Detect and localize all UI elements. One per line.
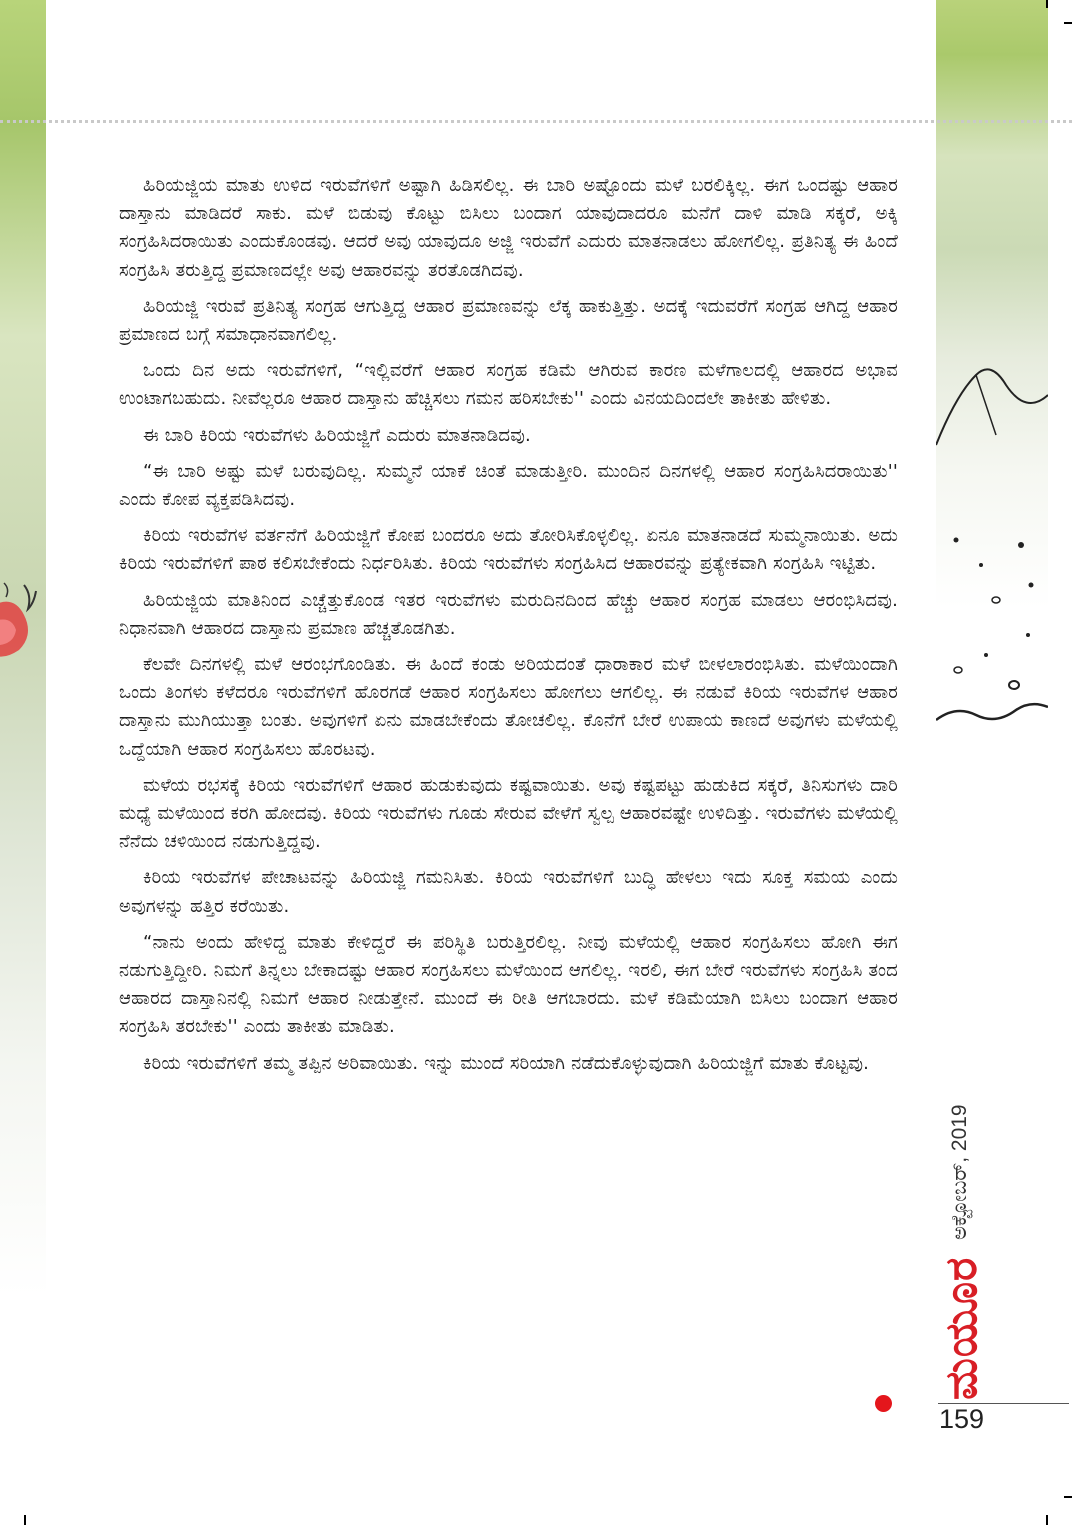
paragraph: ಕಿರಿಯ ಇರುವೆಗಳ ಪೇಚಾಟವನ್ನು ಹಿರಿಯಜ್ಜಿ ಗಮನಿಸಿತು. ಕಿರಿಯ ಇರುವೆಗಳಿಗೆ ಬುದ್ಧಿ ಹೇಳಲು ಇದು ಸೂಕ್ತ ಸಮಯ ಎಂದು ಅವುಗಳನ್ನು ಹತ್ತಿರ ಕರೆಯಿತು. — [119, 867, 898, 917]
paragraph: ಒಂದು ದಿನ ಅದು ಇರುವೆಗಳಿಗೆ, “ಇಲ್ಲಿವರೆಗೆ ಆಹಾರ ಸಂಗ್ರಹ ಕಡಿಮೆ ಆಗಿರುವ ಕಾರಣ ಮಳೆಗಾಲದಲ್ಲಿ ಆಹಾರದ ಅಭಾವ ಉಂಟಾಗಬಹುದು. ನೀವೆಲ್ಲರೂ ಆಹಾರ ದಾಸ್ತಾನು ಹೆಚ್ಚಿಸಲು ಗಮನ ಹರಿಸಬೇಕು'' ಎಂದು ವಿನಯದಿಂದಲೇ ತಾಕೀತು ಹೇಳಿತು. — [119, 360, 898, 410]
paragraph: ಹಿರಿಯಜ್ಜಿ ಇರುವೆ ಪ್ರತಿನಿತ್ಯ ಸಂಗ್ರಹ ಆಗುತ್ತಿದ್ದ ಆಹಾರ ಪ್ರಮಾಣವನ್ನು ಲೆಕ್ಕ ಹಾಕುತ್ತಿತ್ತು. ಅದಕ್ಕೆ ಇದುವರೆಗೆ ಸಂಗ್ರಹ ಆಗಿದ್ದ ಆಹಾರ ಪ್ರಮಾಣದ ಬಗ್ಗೆ ಸಮಾಧಾನವಾಗಲಿಲ್ಲ. — [119, 295, 898, 346]
crop-mark-bottom-left — [24, 1515, 26, 1525]
page-number: 159 — [939, 1404, 985, 1434]
crop-mark-top-right — [1046, 0, 1048, 8]
paragraph: “ನಾನು ಅಂದು ಹೇಳಿದ್ದ ಮಾತು ಕೇಳಿದ್ದರೆ ಈ ಪರಿಸ್ಥಿತಿ ಬರುತ್ತಿರಲಿಲ್ಲ. ನೀವು ಮಳೆಯಲ್ಲಿ ಆಹಾರ ಸಂಗ್ರಹಿಸಲು ಹೋಗಿ ಈಗ ನಡುಗುತ್ತಿದ್ದೀರಿ. ನಿಮಗೆ ತಿನ್ನಲು ಬೇಕಾದಷ್ಟು ಆಹಾರ ಸಂಗ್ರಹಿಸಲು ಮಳೆಯಿಂದ ಆಗಲಿಲ್ಲ. ಇರಲಿ, ಈಗ ಬೇರೆ ಇರುವೆಗಳು ಸಂಗ್ರಹಿಸಿ ತಂದ ಆಹಾರದ ದಾಸ್ತಾನಿನಲ್ಲಿ ನಿಮಗೆ ಆಹಾರ ನೀಡುತ್ತೇನೆ. ಮುಂದೆ ಈ ರೀತಿ ಆಗಬಾರದು. ಮಳೆ ಕಡಿಮೆಯಾಗಿ ಬಿಸಿಲು ಬಂದಾಗ ಆಹಾರ ಸಂಗ್ರಹಿಸಿ ತರಬೇಕು'' ಎಂದು ತಾಕೀತು ಮಾಡಿತು. — [119, 931, 898, 1038]
paragraph: ಹಿರಿಯಜ್ಜಿಯ ಮಾತು ಉಳಿದ ಇರುವೆಗಳಿಗೆ ಅಷ್ಟಾಗಿ ಹಿಡಿಸಲಿಲ್ಲ. ಈ ಬಾರಿ ಅಷ್ಟೊಂದು ಮಳೆ ಬರಲಿಕ್ಕಿಲ್ಲ. ಈಗ ಒಂದಷ್ಟು ಆಹಾರ ದಾಸ್ತಾನು ಮಾಡಿದರೆ ಸಾಕು. ಮಳೆ ಬಿಡುವು ಕೊಟ್ಟು ಬಿಸಿಲು ಬಂದಾಗ ಯಾವುದಾದರೂ ಮನೆಗೆ ದಾಳಿ ಮಾಡಿ ಸಕ್ಕರೆ, ಅಕ್ಕಿ ಸಂಗ್ರಹಿಸಿದರಾಯಿತು ಎಂದುಕೊಂಡವು. ಆದರೆ ಅವು ಯಾವುದೂ ಅಜ್ಜಿ ಇರುವೆಗೆ ಎದುರು ಮಾತನಾಡಲು ಹೋಗಲಿಲ್ಲ. ಪ್ರತಿನಿತ್ಯ ಈ ಹಿಂದೆ ಸಂಗ್ರಹಿಸಿ ತರುತ್ತಿದ್ದ ಪ್ರಮಾಣದಲ್ಲೇ ಅವು ಆಹಾರವನ್ನು ತರತೊಡಗಿದವು. — [119, 175, 898, 281]
flower-illustration — [0, 575, 46, 670]
paragraph: “ಈ ಬಾರಿ ಅಷ್ಟು ಮಳೆ ಬರುವುದಿಲ್ಲ. ಸುಮ್ಮನೆ ಯಾಕೆ ಚಿಂತೆ ಮಾಡುತ್ತೀರಿ. ಮುಂದಿನ ದಿನಗಳಲ್ಲಿ ಆಹಾರ ಸಂಗ್ರಹಿಸಿದರಾಯಿತು'' ಎಂದು ಕೋಪ ವ್ಯಕ್ತಪಡಿಸಿದವು. — [119, 460, 898, 511]
red-dot-marker — [875, 1395, 892, 1412]
dotted-header-rule — [0, 120, 1072, 123]
paragraph: ಈ ಬಾರಿ ಕಿರಿಯ ಇರುವೆಗಳು ಹಿರಿಯಜ್ಜಿಗೆ ಎದುರು ಮಾತನಾಡಿದವು. — [143, 424, 531, 446]
paragraph: ಕಿರಿಯ ಇರುವೆಗಳಿಗೆ ತಮ್ಮ ತಪ್ಪಿನ ಅರಿವಾಯಿತು. ಇನ್ನು ಮುಂದೆ ಸರಿಯಾಗಿ ನಡೆದುಕೊಳ್ಳುವುದಾಗಿ ಹಿರಿಯಜ್ಜಿಗೆ ಮಾತು ಕೊಟ್ಟವು. — [143, 1052, 870, 1074]
paragraph: ಕಿರಿಯ ಇರುವೆಗಳ ವರ್ತನೆಗೆ ಹಿರಿಯಜ್ಜಿಗೆ ಕೋಪ ಬಂದರೂ ಅದು ತೋರಿಸಿಕೊಳ್ಳಲಿಲ್ಲ. ಏನೂ ಮಾತನಾಡದೆ ಸುಮ್ಮನಾಯಿತು. ಅದು ಕಿರಿಯ ಇರುವೆಗಳಿಗೆ ಪಾಠ ಕಲಿಸಬೇಕೆಂದು ನಿರ್ಧರಿಸಿತು. ಕಿರಿಯ ಇರುವೆಗಳು ಸಂಗ್ರಹಿಸಿದ ಆಹಾರವನ್ನು ಪ್ರತ್ಯೇಕವಾಗಿ ಸಂಗ್ರಹಿಸಿ ಇಟ್ಟಿತು. — [119, 525, 898, 575]
crop-mark-right-bottom — [1064, 1496, 1072, 1498]
left-decorative-strip — [0, 0, 46, 1525]
paragraph: ಹಿರಿಯಜ್ಜಿಯ ಮಾತಿನಿಂದ ಎಚ್ಚೆತ್ತುಕೊಂಡ ಇತರ ಇರುವೆಗಳು ಮರುದಿನದಿಂದ ಹೆಚ್ಚು ಆಹಾರ ಸಂಗ್ರಹ ಮಾಡಲು ಆರಂಭಿಸಿದವು. ನಿಧಾನವಾಗಿ ಆಹಾರದ ದಾಸ್ತಾನು ಪ್ರಮಾಣ ಹೆಚ್ಚತೊಡಗಿತು. — [119, 589, 898, 639]
crop-mark-right — [1064, 22, 1072, 24]
crop-mark-bottom-right — [1046, 1515, 1048, 1525]
magazine-title: ಮಯೂರ — [936, 1256, 987, 1400]
story-text — [119, 172, 898, 1086]
right-line-illustration — [936, 355, 1048, 755]
paragraph: ಕೆಲವೇ ದಿನಗಳಲ್ಲಿ ಮಳೆ ಆರಂಭಗೊಂಡಿತು. ಈ ಹಿಂದೆ ಕಂಡು ಅರಿಯದಂತೆ ಧಾರಾಕಾರ ಮಳೆ ಬೀಳಲಾರಂಭಿಸಿತು. ಮಳೆಯಿಂದಾಗಿ ಒಂದು ತಿಂಗಳು ಕಳೆದರೂ ಇರುವೆಗಳಿಗೆ ಹೊರಗಡೆ ಆಹಾರ ಸಂಗ್ರಹಿಸಲು ಹೋಗಲು ಆಗಲಿಲ್ಲ. ಈ ನಡುವೆ ಕಿರಿಯ ಇರುವೆಗಳ ಆಹಾರ ದಾಸ್ತಾನು ಮುಗಿಯುತ್ತಾ ಬಂತು. ಅವುಗಳಿಗೆ ಏನು ಮಾಡಬೇಕೆಂದು ತೋಚಲಿಲ್ಲ. ಕೊನೆಗೆ ಬೇರೆ ಉಪಾಯ ಕಾಣದೆ ಅವುಗಳು ಮಳೆಯಲ್ಲಿ ಒದ್ದೆಯಾಗಿ ಆಹಾರ ಸಂಗ್ರಹಿಸಲು ಹೊರಟವು. — [119, 654, 898, 760]
issue-date: ಅಕ್ಟೋಬರ್, 2019 — [948, 1104, 971, 1240]
paragraph: ಮಳೆಯ ರಭಸಕ್ಕೆ ಕಿರಿಯ ಇರುವೆಗಳಿಗೆ ಆಹಾರ ಹುಡುಕುವುದು ಕಷ್ಟವಾಯಿತು. ಅವು ಕಷ್ಟಪಟ್ಟು ಹುಡುಕಿದ ಸಕ್ಕರೆ, ತಿನಿಸುಗಳು ದಾರಿ ಮಧ್ಯೆ ಮಳೆಯಿಂದ ಕರಗಿ ಹೋದವು. ಕಿರಿಯ ಇರುವೆಗಳು ಗೂಡು ಸೇರುವ ವೇಳೆಗೆ ಸ್ವಲ್ಪ ಆಹಾರವಷ್ಟೇ ಉಳಿದಿತ್ತು. ಇರುವೆಗಳು ಮಳೆಯಲ್ಲಿ ನೆನೆದು ಚಳಿಯಿಂದ ನಡುಗುತ್ತಿದ್ದವು. — [119, 774, 898, 853]
